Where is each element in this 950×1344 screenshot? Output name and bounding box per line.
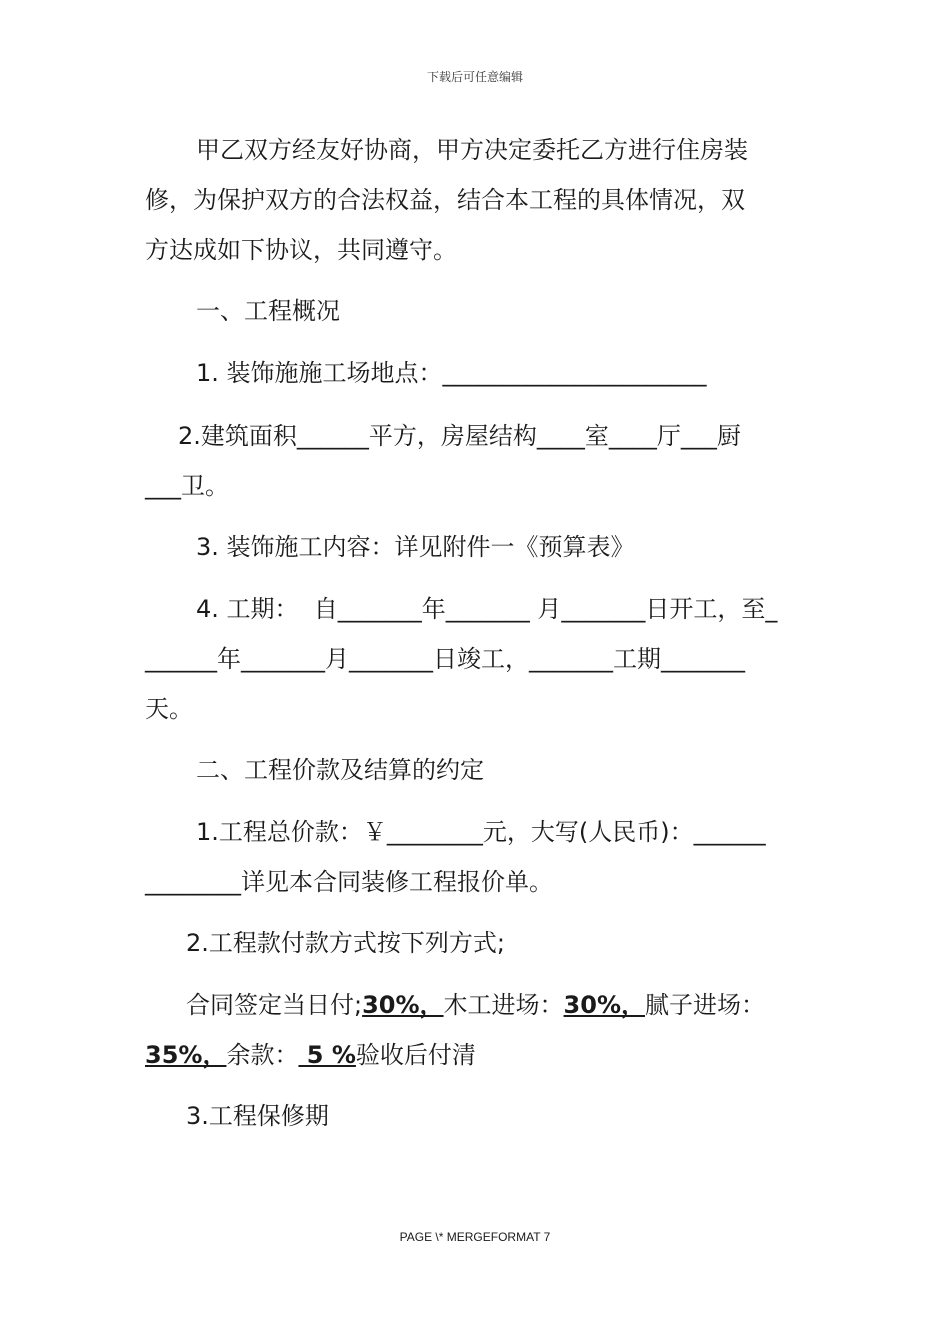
paragraph-line: 4. 工期： 自_______年_______ 月_______日开工，至_ [196, 595, 778, 623]
payment-line [0, 1040, 950, 1070]
section-heading: 二、工程价款及结算的约定 [196, 756, 484, 784]
paragraph-line: 2.建筑面积______平方，房屋结构____室____厅___厨 [178, 422, 741, 450]
paragraph-line: 1. 装饰施施工场地点：______________________ [196, 359, 707, 387]
payment-text: 木工进场： [443, 991, 564, 1019]
paragraph-line: 3. 装饰施工内容：详见附件一《预算表》 [196, 533, 635, 561]
payment-percent: 35%， [145, 1041, 227, 1069]
page-footer: PAGE \* MERGEFORMAT 7 [399, 1230, 551, 1244]
section-heading: 一、工程概况 [196, 297, 340, 325]
paragraph-line: 天。 [145, 695, 193, 723]
payment-percent: 30%， [362, 991, 444, 1019]
paragraph-line: 修，为保护双方的合法权益，结合本工程的具体情况，双 [145, 186, 745, 214]
payment-line [0, 990, 950, 1020]
paragraph-line: ________详见本合同装修工程报价单。 [145, 868, 553, 896]
payment-text: 腻子进场： [645, 991, 765, 1019]
page-header: 下载后可任意编辑 [426, 70, 523, 84]
paragraph-line: 甲乙双方经友好协商，甲方决定委托乙方进行住房装 [196, 136, 748, 164]
payment-text: 余款： [226, 1041, 299, 1069]
payment-text: 合同签定当日付; [186, 991, 363, 1019]
payment-percent: 30%， [563, 991, 645, 1019]
paragraph-line: 2.工程款付款方式按下列方式; [186, 929, 505, 957]
payment-percent: 5 % [298, 1041, 356, 1069]
paragraph-line: ___卫。 [145, 472, 229, 500]
paragraph-line: 3.工程保修期 [186, 1102, 329, 1130]
paragraph-line: ______年_______月_______日竣工，_______工期_______ [145, 645, 745, 673]
paragraph-line: 1.工程总价款：￥________元，大写(人民币)：______ [196, 818, 766, 846]
payment-text: 验收后付清 [355, 1041, 476, 1069]
paragraph-line: 方达成如下协议，共同遵守。 [145, 236, 457, 264]
